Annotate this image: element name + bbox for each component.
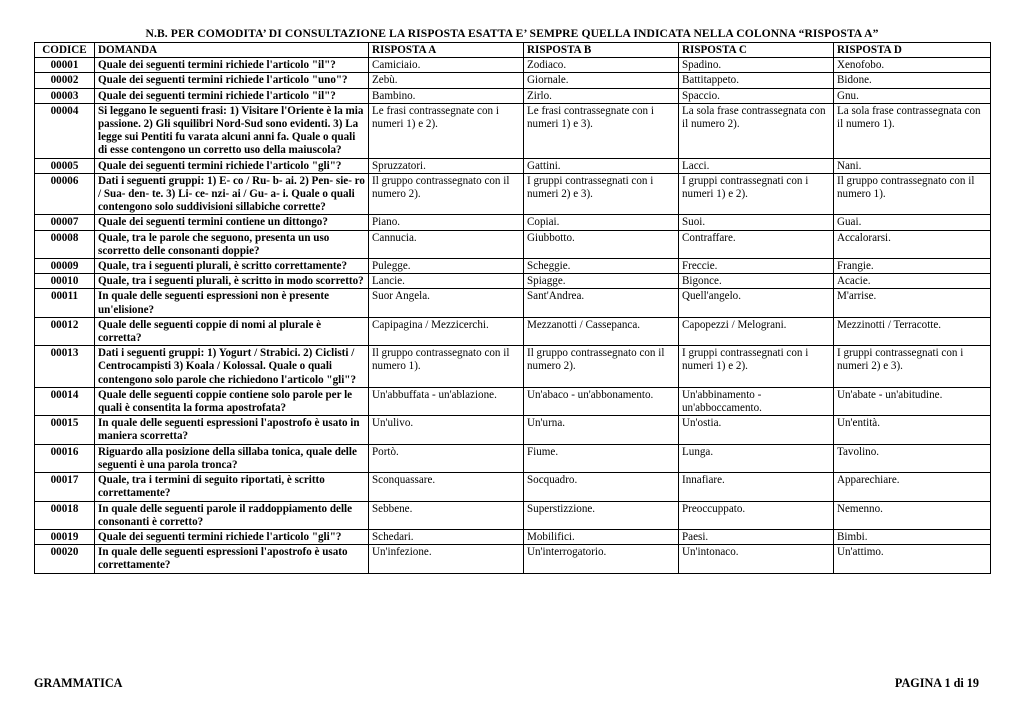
column-header-code: CODICE: [35, 43, 95, 58]
answer-b: Mezzanotti / Cassepanca.: [524, 317, 679, 345]
answer-b: Socquadro.: [524, 473, 679, 501]
answer-b: Copiai.: [524, 215, 679, 230]
answer-b: Un'interrogatorio.: [524, 545, 679, 573]
answer-c: Lacci.: [679, 158, 834, 173]
table-row: [35, 317, 991, 345]
question-code: 00006: [35, 173, 95, 215]
answer-d: Frangie.: [834, 259, 991, 274]
answer-c: Capopezzi / Melograni.: [679, 317, 834, 345]
answer-a: Sebbene.: [369, 501, 524, 529]
question-text: Quale dei seguenti termini richiede l'articolo "il"?: [95, 88, 369, 103]
answer-c: Preoccuppato.: [679, 501, 834, 529]
answer-a: Un'abbuffata - un'ablazione.: [369, 387, 524, 415]
question-text: Quale, tra i termini di seguito riportati, è scritto correttamente?: [95, 473, 369, 501]
question-code: 00018: [35, 501, 95, 529]
column-header-answer-c: RISPOSTA C: [679, 43, 834, 58]
answer-b: Il gruppo contrassegnato con il numero 2).: [524, 346, 679, 388]
answer-a: Piano.: [369, 215, 524, 230]
answer-b: Giornale.: [524, 73, 679, 88]
table-row: [35, 73, 991, 88]
footer-page-number: PAGINA 1 di 19: [894, 676, 979, 690]
answer-c: Quell'angelo.: [679, 289, 834, 317]
answer-b: Un'urna.: [524, 416, 679, 444]
answer-c: I gruppi contrassegnati con i numeri 1) e 2).: [679, 173, 834, 215]
table-body: [35, 58, 991, 573]
answer-b: I gruppi contrassegnati con i numeri 2) e 3).: [524, 173, 679, 215]
answer-d: Nani.: [834, 158, 991, 173]
answer-a: Schedari.: [369, 529, 524, 544]
question-text: Quale dei seguenti termini richiede l'articolo "gli"?: [95, 158, 369, 173]
question-code: 00016: [35, 444, 95, 472]
header-row: [35, 43, 991, 58]
question-code: 00019: [35, 529, 95, 544]
answer-a: Un'ulivo.: [369, 416, 524, 444]
table-row: [35, 529, 991, 544]
page-heading: N.B. PER COMODITA’ DI CONSULTAZIONE LA RISPOSTA ESATTA E’ SEMPRE QUELLA INDICATA NELLA COLONNA “RISPOSTA A”: [145, 27, 879, 40]
answer-c: Spaccio.: [679, 88, 834, 103]
answer-d: I gruppi contrassegnati con i numeri 2) e 3).: [834, 346, 991, 388]
table-row: [35, 473, 991, 501]
table-row: [35, 501, 991, 529]
question-code: 00005: [35, 158, 95, 173]
question-text: Quale dei seguenti termini richiede l'articolo "gli"?: [95, 529, 369, 544]
question-code: 00008: [35, 230, 95, 258]
answer-d: Xenofobo.: [834, 58, 991, 73]
question-text: Quale, tra i seguenti plurali, è scritto in modo scorretto?: [95, 274, 369, 289]
question-text: Dati i seguenti gruppi: 1) E- co / Ru- b- ai. 2) Pen- sie- ro / Sua- den- te. 3) Li- ce- nzi- ai / Gu- a- i. Quale o quali contengono solo suddivisioni sillabiche corrette?: [95, 173, 369, 215]
answer-a: Portò.: [369, 444, 524, 472]
question-text: Quale dei seguenti termini richiede l'articolo "il"?: [95, 58, 369, 73]
answer-a: Zebù.: [369, 73, 524, 88]
question-code: 00002: [35, 73, 95, 88]
question-code: 00015: [35, 416, 95, 444]
table-row: [35, 88, 991, 103]
question-text: Quale, tra i seguenti plurali, è scritto correttamente?: [95, 259, 369, 274]
answer-c: Paesi.: [679, 529, 834, 544]
question-code: 00014: [35, 387, 95, 415]
column-header-answer-d: RISPOSTA D: [834, 43, 991, 58]
question-text: Riguardo alla posizione della sillaba tonica, quale delle seguenti è una parola tronca?: [95, 444, 369, 472]
question-text: In quale delle seguenti espressioni l'apostrofo è usato in maniera scorretta?: [95, 416, 369, 444]
answer-a: Bambino.: [369, 88, 524, 103]
table-row: [35, 289, 991, 317]
answer-c: Freccie.: [679, 259, 834, 274]
answer-c: Bigonce.: [679, 274, 834, 289]
answer-d: Bidone.: [834, 73, 991, 88]
answer-d: Bimbi.: [834, 529, 991, 544]
question-text: Quale delle seguenti coppie di nomi al plurale è corretta?: [95, 317, 369, 345]
answer-a: Sconquassare.: [369, 473, 524, 501]
questions-table: [34, 42, 991, 574]
column-header-answer-b: RISPOSTA B: [524, 43, 679, 58]
answer-a: Il gruppo contrassegnato con il numero 1).: [369, 346, 524, 388]
answer-b: Spiagge.: [524, 274, 679, 289]
answer-a: Spruzzatori.: [369, 158, 524, 173]
question-code: 00020: [35, 545, 95, 573]
question-text: Si leggano le seguenti frasi: 1) Visitare l'Oriente è la mia passione. 2) Gli squilibri Nord-Sud sono evidenti. 3) La legge sui Pentiti fu varata alcuni anni fa. Quale o quali di esse contengono un corretto uso della maiuscola?: [95, 103, 369, 158]
answer-a: Lancie.: [369, 274, 524, 289]
answer-b: Superstizzione.: [524, 501, 679, 529]
table-row: [35, 58, 991, 73]
answer-b: Scheggie.: [524, 259, 679, 274]
answer-c: Lunga.: [679, 444, 834, 472]
question-code: 00010: [35, 274, 95, 289]
answer-a: Camiciaio.: [369, 58, 524, 73]
table-row: [35, 158, 991, 173]
question-text: Quale dei seguenti termini contiene un dittongo?: [95, 215, 369, 230]
answer-d: Gnu.: [834, 88, 991, 103]
answer-c: Un'intonaco.: [679, 545, 834, 573]
table-row: [35, 346, 991, 388]
question-code: 00004: [35, 103, 95, 158]
answer-c: Contraffare.: [679, 230, 834, 258]
question-text: Quale delle seguenti coppie contiene solo parole per le quali è consentita la forma apostrofata?: [95, 387, 369, 415]
question-code: 00007: [35, 215, 95, 230]
answer-b: Fiume.: [524, 444, 679, 472]
question-code: 00011: [35, 289, 95, 317]
column-header-answer-a: RISPOSTA A: [369, 43, 524, 58]
answer-d: Il gruppo contrassegnato con il numero 1).: [834, 173, 991, 215]
column-header-question: DOMANDA: [95, 43, 369, 58]
answer-d: Nemenno.: [834, 501, 991, 529]
answer-b: Sant'Andrea.: [524, 289, 679, 317]
question-text: In quale delle seguenti parole il raddoppiamento delle consonanti è corretto?: [95, 501, 369, 529]
table-row: [35, 215, 991, 230]
answer-b: Zirlo.: [524, 88, 679, 103]
table-row: [35, 416, 991, 444]
answer-a: Capipagina / Mezzicerchi.: [369, 317, 524, 345]
question-code: 00013: [35, 346, 95, 388]
question-text: In quale delle seguenti espressioni non è presente un'elisione?: [95, 289, 369, 317]
answer-c: Innafiare.: [679, 473, 834, 501]
answer-a: Il gruppo contrassegnato con il numero 2).: [369, 173, 524, 215]
answer-d: Tavolino.: [834, 444, 991, 472]
answer-d: Guai.: [834, 215, 991, 230]
question-text: In quale delle seguenti espressioni l'apostrofo è usato correttamente?: [95, 545, 369, 573]
answer-b: Un'abaco - un'abbonamento.: [524, 387, 679, 415]
question-code: 00001: [35, 58, 95, 73]
table-row: [35, 545, 991, 573]
table-row: [35, 274, 991, 289]
answer-c: Battitappeto.: [679, 73, 834, 88]
question-code: 00017: [35, 473, 95, 501]
answer-c: Suoi.: [679, 215, 834, 230]
table-row: [35, 444, 991, 472]
table-row: [35, 259, 991, 274]
answer-a: Pulegge.: [369, 259, 524, 274]
question-code: 00003: [35, 88, 95, 103]
answer-d: Un'entità.: [834, 416, 991, 444]
answer-d: Mezzinotti / Terracotte.: [834, 317, 991, 345]
answer-d: Un'abate - un'abitudine.: [834, 387, 991, 415]
answer-a: Un'infezione.: [369, 545, 524, 573]
answer-b: Le frasi contrassegnate con i numeri 1) e 3).: [524, 103, 679, 158]
answer-c: Spadino.: [679, 58, 834, 73]
answer-b: Gattini.: [524, 158, 679, 173]
answer-c: Un'abbinamento - un'abboccamento.: [679, 387, 834, 415]
answer-b: Zodiaco.: [524, 58, 679, 73]
question-code: 00009: [35, 259, 95, 274]
answer-a: Suor Angela.: [369, 289, 524, 317]
answer-d: M'arrise.: [834, 289, 991, 317]
question-text: Quale, tra le parole che seguono, presenta un uso scorretto delle consonanti doppie?: [95, 230, 369, 258]
answer-b: Giubbotto.: [524, 230, 679, 258]
table-row: [35, 387, 991, 415]
question-text: Quale dei seguenti termini richiede l'articolo "uno"?: [95, 73, 369, 88]
table-row: [35, 173, 991, 215]
answer-d: Un'attimo.: [834, 545, 991, 573]
answer-c: I gruppi contrassegnati con i numeri 1) e 2).: [679, 346, 834, 388]
table-row: [35, 103, 991, 158]
table-row: [35, 230, 991, 258]
answer-b: Mobilifici.: [524, 529, 679, 544]
question-text: Dati i seguenti gruppi: 1) Yogurt / Strabici. 2) Ciclisti / Centrocampisti 3) Koala / Kolossal. Quale o quali contengono solo parole che richiedono l'articolo "gli"?: [95, 346, 369, 388]
answer-d: Accalorarsi.: [834, 230, 991, 258]
answer-a: Cannucia.: [369, 230, 524, 258]
footer-section-name: GRAMMATICA: [34, 676, 123, 690]
answer-d: La sola frase contrassegnata con il numero 1).: [834, 103, 991, 158]
answer-d: Acacie.: [834, 274, 991, 289]
answer-a: Le frasi contrassegnate con i numeri 1) e 2).: [369, 103, 524, 158]
answer-c: La sola frase contrassegnata con il numero 2).: [679, 103, 834, 158]
answer-d: Apparechiare.: [834, 473, 991, 501]
answer-c: Un'ostia.: [679, 416, 834, 444]
question-code: 00012: [35, 317, 95, 345]
